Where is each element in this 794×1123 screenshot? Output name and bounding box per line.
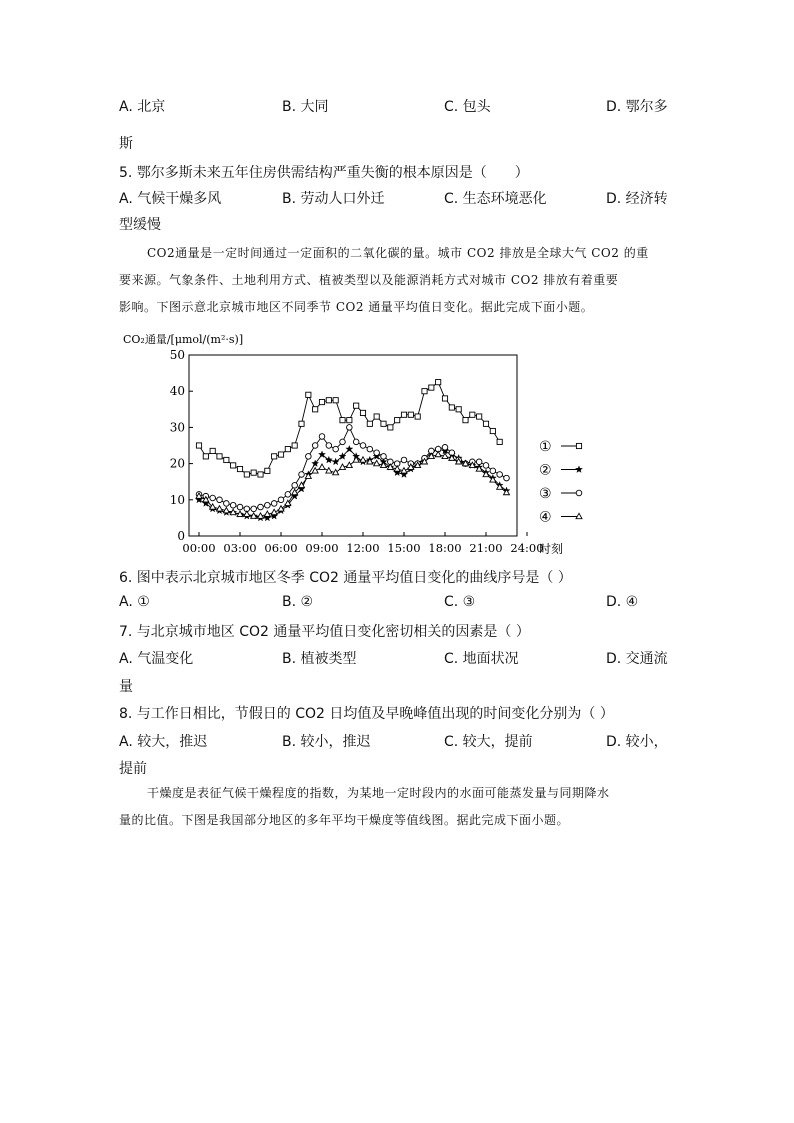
q8-option-d[interactable]: D. 较小， xyxy=(606,734,668,750)
legend-label-1: ① xyxy=(539,439,552,455)
series-3-point xyxy=(299,472,305,478)
x-tick-label: 00:00 xyxy=(182,541,216,555)
series-3-point xyxy=(347,425,353,431)
legend-label-4: ④ xyxy=(539,509,552,526)
q7-option-b[interactable]: B. 植被类型 xyxy=(282,651,357,667)
series-4-point xyxy=(244,511,250,516)
legend-marker-4 xyxy=(576,513,582,518)
y-tick-label: 40 xyxy=(169,384,185,399)
series-1-point xyxy=(340,418,345,423)
series-3-point xyxy=(265,502,271,508)
series-1-point xyxy=(333,398,338,403)
q7-option-wrap: 量 xyxy=(119,679,133,695)
x-tick-label: 24:00 xyxy=(510,541,544,555)
series-1-point xyxy=(231,463,236,468)
legend-marker-3 xyxy=(576,490,582,496)
y-tick-label: 10 xyxy=(169,492,185,507)
series-3-point xyxy=(251,506,257,512)
series-3-point xyxy=(306,454,312,460)
series-3-point xyxy=(326,443,332,449)
series-1-point xyxy=(436,380,441,385)
series-3-point xyxy=(374,450,380,456)
series-1-point xyxy=(306,392,311,397)
series-1-point xyxy=(374,414,379,419)
series-3-point xyxy=(237,504,243,510)
series-3-point xyxy=(483,463,489,469)
q5-option-b[interactable]: B. 劳动人口外迁 xyxy=(282,191,385,207)
series-3-point xyxy=(490,468,496,474)
series-1-point xyxy=(224,457,229,462)
series-1-point xyxy=(326,398,331,403)
passage-co2 xyxy=(119,240,679,321)
x-tick-label: 06:00 xyxy=(264,541,298,555)
q5-option-d[interactable]: D. 经济转 xyxy=(606,191,668,207)
series-1-point xyxy=(442,396,447,401)
x-axis-label: 时刻 xyxy=(539,542,564,556)
series-3-point xyxy=(271,501,277,507)
y-tick-label: 30 xyxy=(169,420,185,435)
q4-option-c[interactable]: C. 包头 xyxy=(444,99,491,115)
series-1-point xyxy=(422,389,427,394)
series-1-point xyxy=(381,421,386,426)
series-1-point xyxy=(319,399,324,404)
series-1-point xyxy=(401,412,406,417)
series-1-point xyxy=(354,403,359,408)
series-1-point xyxy=(388,425,393,430)
series-3-point xyxy=(217,497,223,503)
q8-option-b[interactable]: B. 较小，推迟 xyxy=(282,734,371,750)
series-1-point xyxy=(299,421,304,426)
series-3-point xyxy=(210,495,216,501)
series-1-point xyxy=(272,454,277,459)
series-1-point xyxy=(210,448,215,453)
series-3-point xyxy=(476,459,482,465)
q8-stem: 8. 与工作日相比，节假日的 CO2 日均值及早晚峰值出现的时间变化分别为（ ） xyxy=(119,706,614,722)
q6-option-c[interactable]: C. ③ xyxy=(444,594,476,610)
series-1-point xyxy=(367,421,372,426)
series-3-point xyxy=(360,443,366,449)
q6-option-d[interactable]: D. ④ xyxy=(606,594,639,610)
x-tick-label: 03:00 xyxy=(223,541,257,555)
series-4-point xyxy=(346,462,352,467)
passage-aridity-line-2: 量的比值。下图是我国部分地区的多年平均干燥度等值线图。据此完成下面小题。 xyxy=(119,813,570,827)
y-tick-label: 50 xyxy=(169,348,185,362)
series-3-point xyxy=(312,443,318,449)
series-1-point xyxy=(258,472,263,477)
y-tick-label: 0 xyxy=(177,529,185,543)
chart-legend xyxy=(539,439,582,526)
q4-option-b[interactable]: B. 大同 xyxy=(282,99,329,115)
x-tick-label: 12:00 xyxy=(346,541,380,555)
series-1-point xyxy=(244,472,249,477)
series-2-point xyxy=(332,458,339,465)
x-tick-label: 18:00 xyxy=(428,541,462,555)
series-3-point xyxy=(230,502,236,508)
co2-flux-chart xyxy=(119,325,639,560)
series-3-point xyxy=(292,483,298,489)
q6-option-b[interactable]: B. ② xyxy=(282,594,314,610)
y-tick-label: 20 xyxy=(169,456,185,471)
q6-stem: 6. 图中表示北京城市地区冬季 CO2 通量平均值日变化的曲线序号是（ ） xyxy=(119,570,572,586)
series-1-point xyxy=(251,470,256,475)
series-3-point xyxy=(319,434,325,440)
series-1-point xyxy=(285,447,290,452)
x-tick-label: 09:00 xyxy=(305,541,339,555)
q7-option-a[interactable]: A. 气温变化 xyxy=(119,651,194,667)
series-4-point xyxy=(326,468,332,473)
legend-label-2: ② xyxy=(539,462,552,479)
series-1-point xyxy=(395,418,400,423)
series-3-point xyxy=(497,472,503,478)
passage-co2-line-2: 要来源。气象条件、土地利用方式、植被类型以及能源消耗方式对城市 CO2 排放有着重要 xyxy=(119,273,619,287)
series-3-point xyxy=(442,445,448,451)
q4-option-d[interactable]: D. 鄂尔多 xyxy=(606,99,668,115)
legend-marker-2 xyxy=(576,466,583,473)
q8-option-a[interactable]: A. 较大，推迟 xyxy=(119,734,208,750)
q7-option-c[interactable]: C. 地面状况 xyxy=(444,651,519,667)
q5-option-c[interactable]: C. 生态环境恶化 xyxy=(444,191,547,207)
series-4-point xyxy=(312,468,318,473)
passage-co2-line-3: 影响。下图示意北京城市地区不同季节 CO2 通量平均值日变化。据此完成下面小题。 xyxy=(119,300,594,314)
series-1-point xyxy=(360,410,365,415)
series-4-point xyxy=(271,509,277,514)
series-3-point xyxy=(401,457,407,463)
series-1-point xyxy=(456,407,461,412)
q8-option-c[interactable]: C. 较大，提前 xyxy=(444,734,533,750)
series-4-point xyxy=(278,506,284,511)
series-1-point xyxy=(490,428,495,433)
series-2-point xyxy=(325,456,332,463)
q5-option-a[interactable]: A. 气候干燥多风 xyxy=(119,191,222,207)
series-1-point xyxy=(196,443,201,448)
series-3-point xyxy=(285,492,291,498)
x-tick-label: 21:00 xyxy=(469,541,503,555)
series-1-point xyxy=(347,418,352,423)
series-1-point xyxy=(313,407,318,412)
q5-stem: 5. 鄂尔多斯未来五年住房供需结构严重失衡的根本原因是（ ） xyxy=(119,165,529,181)
series-3-point xyxy=(340,439,346,445)
series-1-point xyxy=(203,454,208,459)
q5-option-wrap: 型缓慢 xyxy=(119,217,161,233)
series-1-point xyxy=(237,466,242,471)
q4-option-wrap: 斯 xyxy=(119,136,133,152)
series-1-point xyxy=(483,421,488,426)
legend-label-3: ③ xyxy=(539,486,552,502)
series-1-point xyxy=(463,418,468,423)
series-1-point xyxy=(292,443,297,448)
series-1-point xyxy=(449,405,454,410)
series-1-point xyxy=(470,412,475,417)
series-3-point xyxy=(333,446,339,452)
series-3-point xyxy=(258,504,264,510)
series-1-point xyxy=(497,439,502,444)
series-1-point xyxy=(278,452,283,457)
series-4-point xyxy=(360,457,366,462)
series-4-point xyxy=(319,464,325,469)
q7-stem: 7. 与北京城市地区 CO2 通量平均值日变化密切相关的因素是（ ） xyxy=(119,624,530,640)
passage-aridity xyxy=(119,780,679,834)
series-3-line xyxy=(199,427,507,508)
q4-option-a[interactable]: A. 北京 xyxy=(119,99,166,115)
series-3-point xyxy=(381,454,387,460)
q7-option-d[interactable]: D. 交通流 xyxy=(606,651,668,667)
series-1-point xyxy=(477,414,482,419)
series-3-point xyxy=(504,475,510,481)
series-3-point xyxy=(224,501,230,507)
series-1-point xyxy=(408,412,413,417)
passage-co2-line-1: CO2通量是一定时间通过一定面积的二氧化碳的量。城市 CO2 排放是全球大气 CO2 的重 xyxy=(147,246,649,260)
passage-aridity-line-1: 干燥度是表征气候干燥程度的指数，为某地一定时段内的水面可能蒸发量与同期降水 xyxy=(147,786,610,800)
legend-marker-1 xyxy=(576,443,581,448)
series-3-point xyxy=(278,497,284,503)
series-1-point xyxy=(265,468,270,473)
q6-option-a[interactable]: A. ① xyxy=(119,594,150,610)
x-tick-label: 15:00 xyxy=(387,541,421,555)
series-3-point xyxy=(353,439,359,445)
series-3-point xyxy=(367,446,373,452)
series-1-point xyxy=(429,385,434,390)
series-1-point xyxy=(217,454,222,459)
series-1-point xyxy=(415,414,420,419)
q8-option-wrap: 提前 xyxy=(119,761,147,777)
y-axis-label: CO₂通量/[μmol/(m²·s)] xyxy=(123,333,244,346)
plot-area xyxy=(170,348,544,555)
